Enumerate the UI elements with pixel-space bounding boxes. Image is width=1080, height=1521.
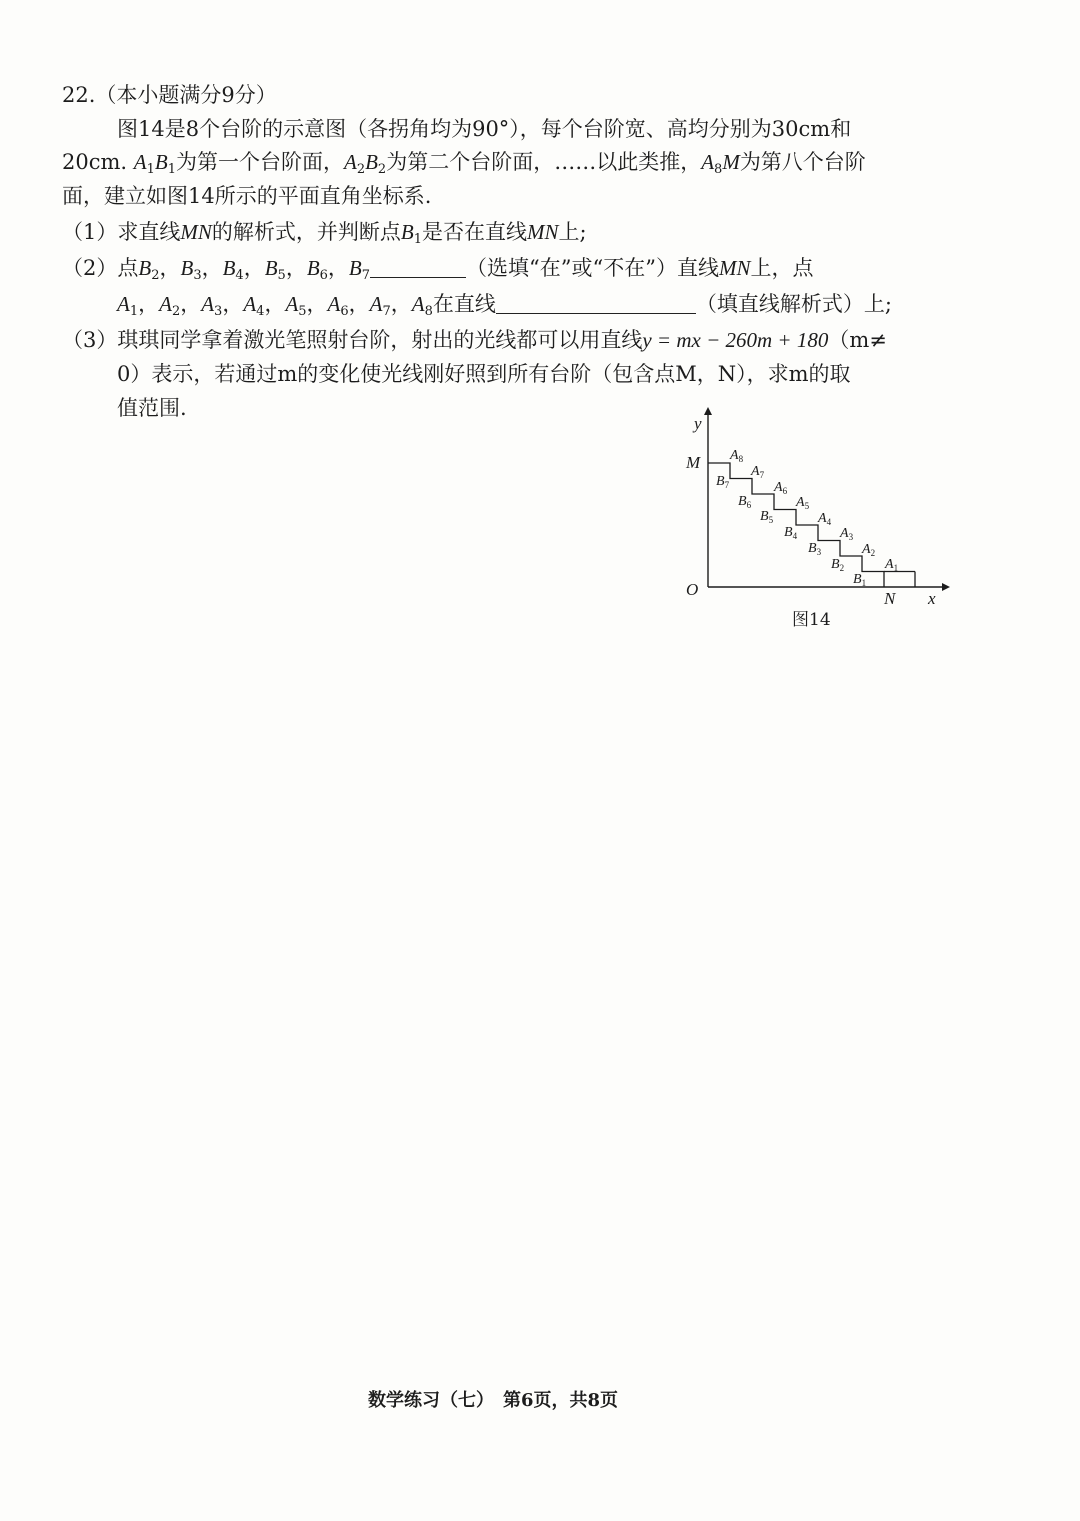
intro-line-1: 图14是8个台阶的示意图（各拐角均为90°），每个台阶宽、高均分别为30cm和: [117, 117, 852, 141]
part-2-line-2: $A_1$，$A_2$，$A_3$，$A_4$，$A_5$，$A_6$，$A_7$，$A_8$在直线 （填直线解析式）上;: [117, 292, 892, 319]
intro-line-2: 20cm. $A_1B_1$为第一个台阶面，$A_2B_2$为第二个台阶面，……以此类推，$A_8M$为第八个台阶: [62, 150, 866, 177]
label-B3: $B_3$: [808, 541, 822, 557]
label-A4: $A_4$: [818, 511, 832, 527]
label-A5: $A_5$: [796, 495, 810, 511]
label-A6: $A_6$: [774, 480, 788, 496]
intro-line-3: 面，建立如图14所示的平面直角坐标系.: [62, 184, 432, 208]
label-B2: $B_2$: [831, 557, 845, 573]
y-axis-arrow-icon: [704, 407, 712, 415]
staircase: [708, 463, 884, 587]
label-A8: $A_8$: [730, 448, 744, 464]
point-N-label: N: [884, 589, 896, 608]
label-B4: $B_4$: [784, 525, 798, 541]
x-axis-label: x: [928, 589, 936, 608]
figure-14-staircase: [676, 405, 966, 645]
figure-caption: 图14: [792, 610, 831, 630]
x-axis-arrow-icon: [942, 583, 950, 591]
part-2-line-1: （2）点$B_2$，$B_3$，$B_4$，$B_5$，$B_6$，$B_7$ （选填“在”或“不在”）直线MN上，点: [62, 256, 814, 283]
label-A2: $A_2$: [862, 542, 876, 558]
label-A1: $A_1$: [885, 557, 899, 573]
page-footer: 数学练习（七） 第6页，共8页: [368, 1390, 619, 1411]
part-3-line-1: （3）琪琪同学拿着激光笔照射台阶，射出的光线都可以用直线y = mx − 260m + 180（m≠: [62, 328, 887, 352]
answer-blank-expression[interactable]: [496, 293, 696, 314]
label-B7: $B_7$: [716, 474, 730, 490]
origin-label: O: [686, 580, 699, 599]
part-3-line-2: 0）表示，若通过m的变化使光线刚好照到所有台阶（包含点M，N），求m的取: [117, 362, 851, 386]
y-axis-label: y: [694, 414, 702, 433]
question-heading: 22.（本小题满分9分）: [62, 83, 277, 107]
point-M-label: M: [686, 453, 701, 472]
answer-blank-choice[interactable]: [370, 257, 466, 278]
label-A7: $A_7$: [751, 464, 765, 480]
label-A3: $A_3$: [840, 526, 854, 542]
label-B6: $B_6$: [738, 494, 752, 510]
part-1: （1）求直线MN的解析式，并判断点$B_1$是否在直线MN上;: [62, 220, 587, 247]
label-B5: $B_5$: [760, 509, 774, 525]
label-B1: $B_1$: [853, 572, 867, 588]
part-3-line-3: 值范围.: [117, 396, 187, 420]
